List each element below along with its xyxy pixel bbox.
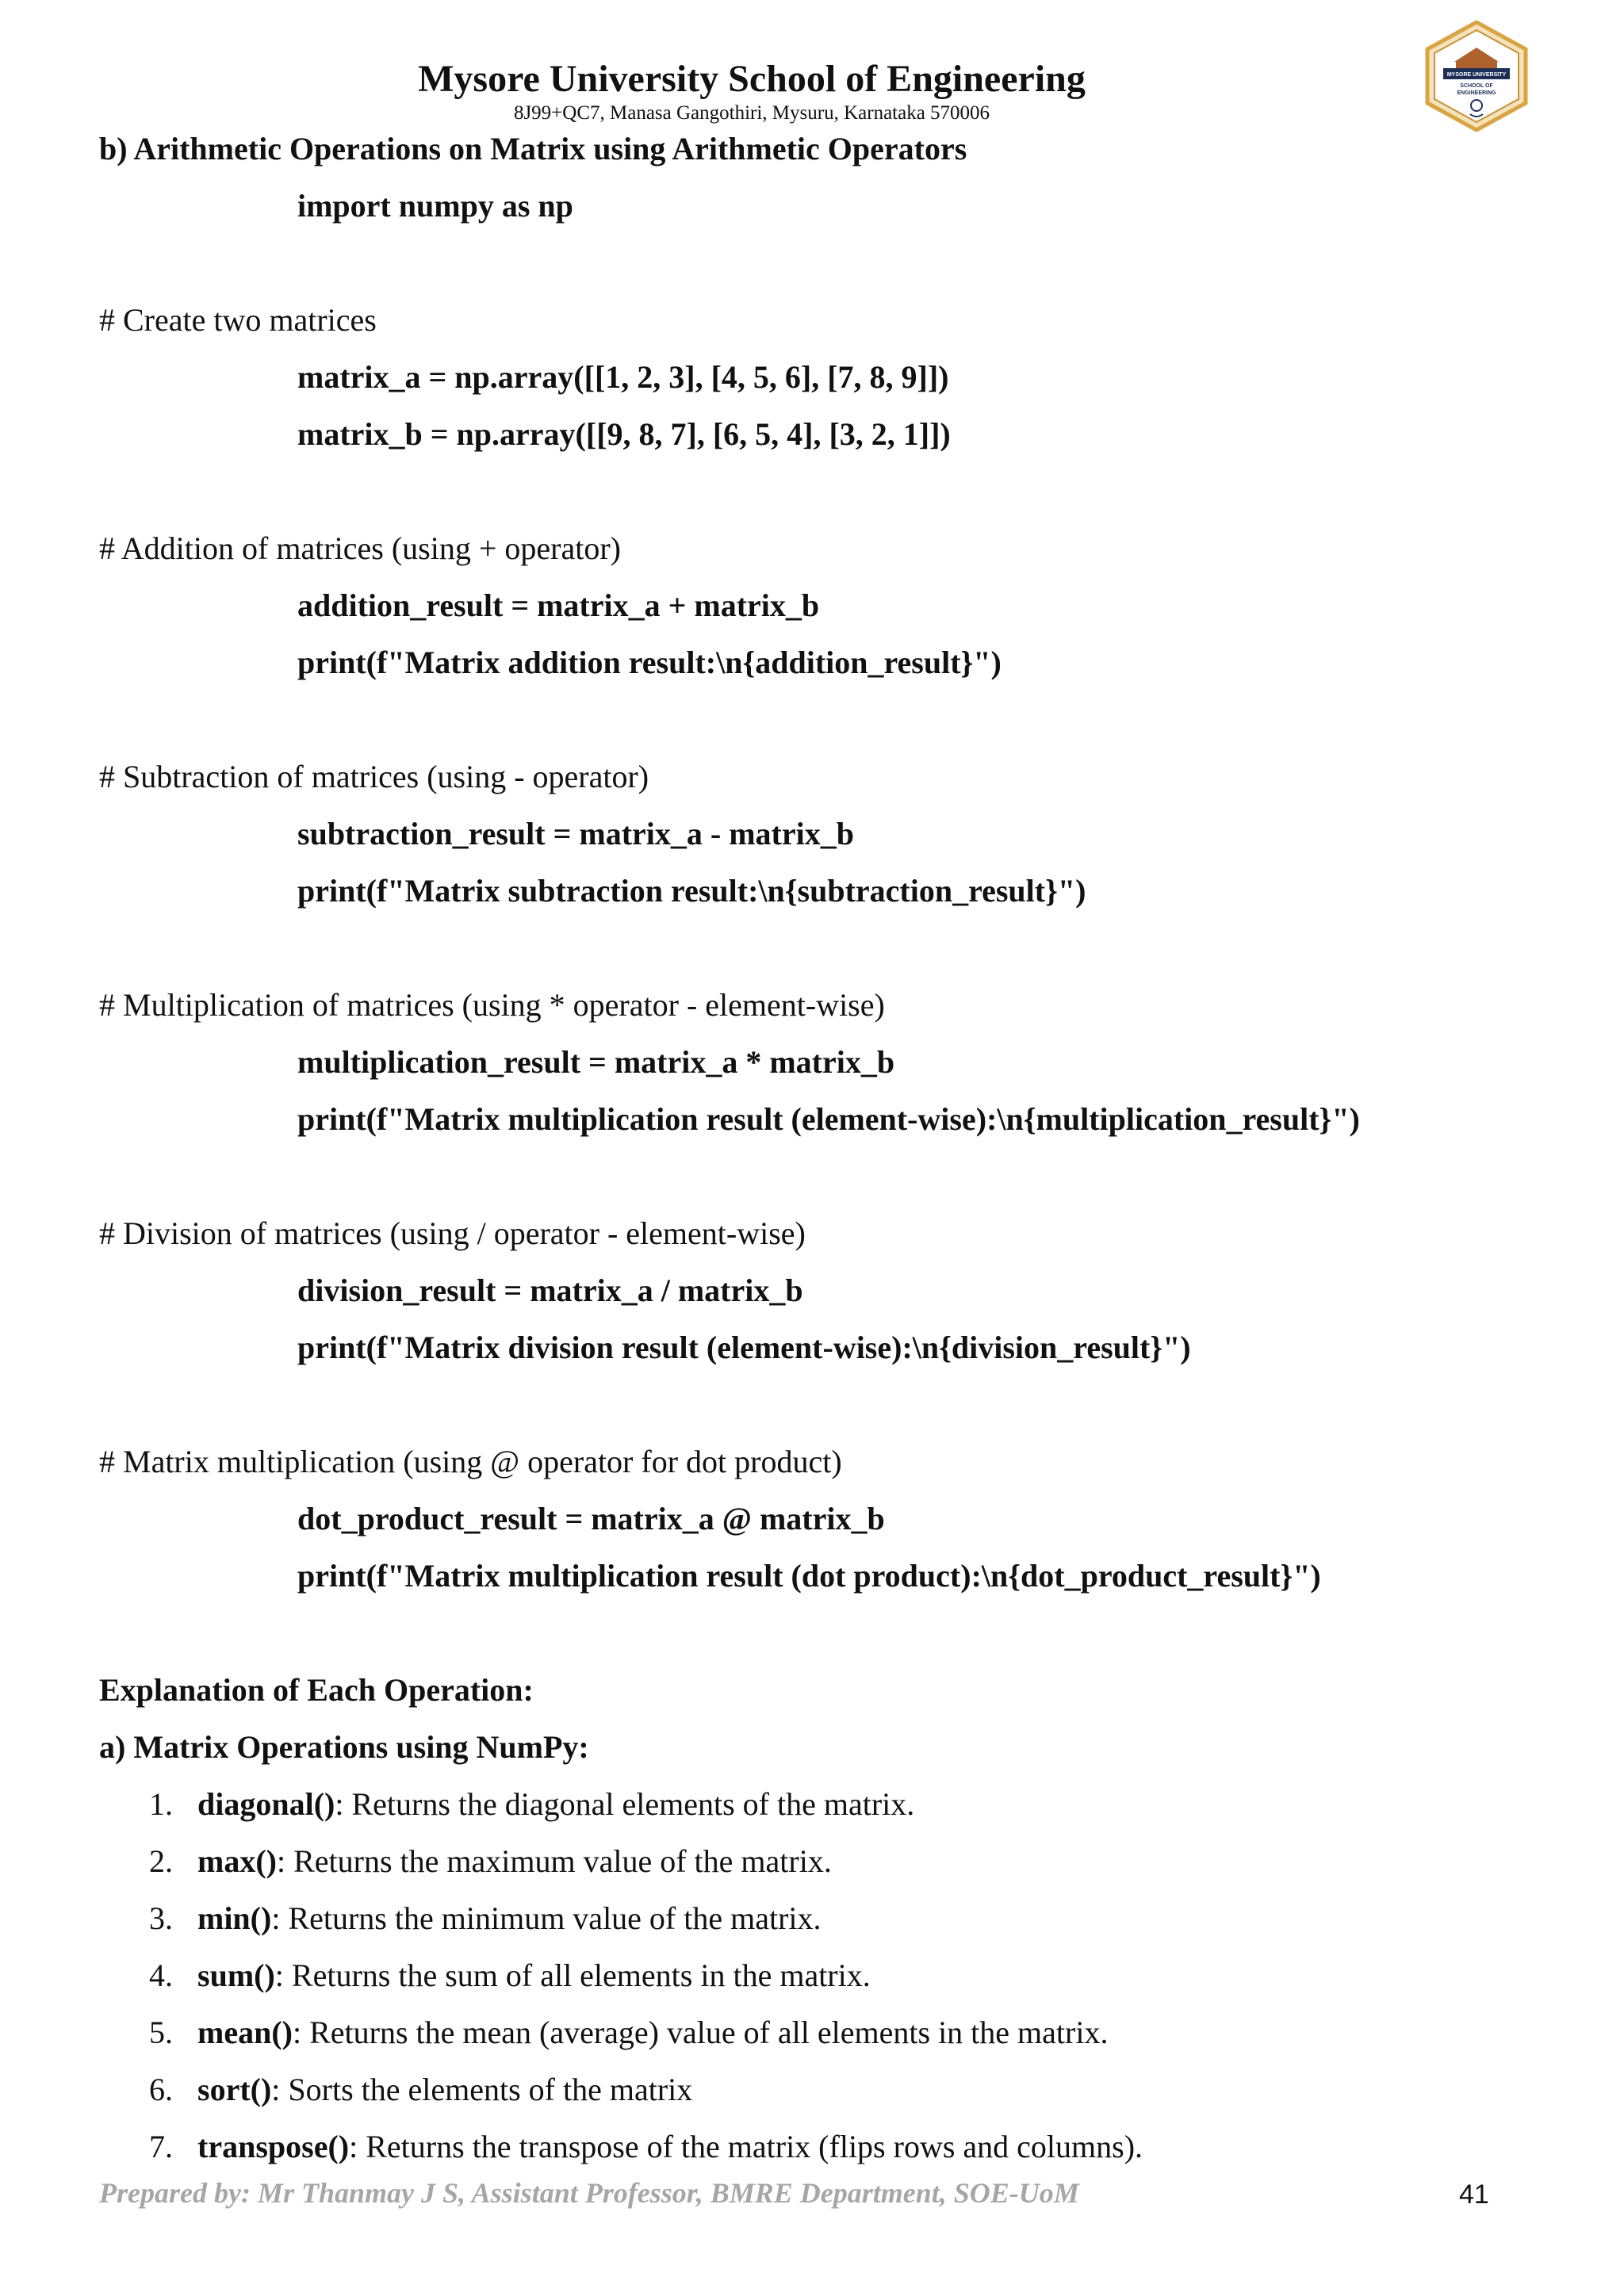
list-item-number: 6. <box>149 2072 173 2107</box>
header-title: Mysore University School of Engineering <box>418 58 1086 100</box>
page-number: 41 <box>1459 2179 1489 2210</box>
code-line-dot-product-print: print(f"Matrix multiplication result (dot product):\n{dot_product_result}") <box>297 1558 1321 1594</box>
code-line-multiplication-print: print(f"Matrix multiplication result (element-wise):\n{multiplication_result}") <box>297 1101 1360 1137</box>
code-comment-create: # Create two matrices <box>99 302 377 338</box>
code-comment-subtraction: # Subtraction of matrices (using - operator) <box>99 759 649 794</box>
list-item-desc: : Returns the maximum value of the matrix. <box>276 1843 832 1879</box>
code-comment-multiplication: # Multiplication of matrices (using * operator - element-wise) <box>99 987 885 1023</box>
code-comment-dot-product: # Matrix multiplication (using @ operator for dot product) <box>99 1444 842 1479</box>
code-line-matrix-b: matrix_b = np.array([[9, 8, 7], [6, 5, 4], [3, 2, 1]]) <box>297 416 951 452</box>
list-item-term: sum() <box>197 1957 275 1993</box>
university-seal-icon <box>1424 21 1529 132</box>
list-item-desc: : Returns the sum of all elements in the matrix. <box>274 1957 871 1993</box>
code-line-matrix-a: matrix_a = np.array([[1, 2, 3], [4, 5, 6], [7, 8, 9]]) <box>297 359 949 395</box>
logo-line3: ENGINEERING <box>1457 90 1496 96</box>
list-item-term: sort() <box>197 2072 272 2107</box>
code-line-dot-product: dot_product_result = matrix_a @ matrix_b <box>297 1501 885 1536</box>
list-item-desc: : Sorts the elements of the matrix <box>271 2072 693 2107</box>
code-line-division-print: print(f"Matrix division result (element-wise):\n{division_result}") <box>297 1330 1191 1365</box>
list-item-term: mean() <box>197 2015 293 2050</box>
code-line-subtraction-print: print(f"Matrix subtraction result:\n{subtraction_result}") <box>297 873 1086 909</box>
explanation-subheading: a) Matrix Operations using NumPy: <box>99 1729 589 1765</box>
logo-line1: MYSORE UNIVERSITY <box>1446 72 1507 78</box>
list-item-desc: : Returns the mean (average) value of all elements in the matrix. <box>292 2015 1109 2050</box>
list-item-number: 1. <box>149 1786 173 1822</box>
footer-prepared-by: Prepared by: Mr Thanmay J S, Assistant Professor, BMRE Department, SOE-UoM <box>99 2177 1079 2209</box>
section-title: b) Arithmetic Operations on Matrix using Arithmetic Operators <box>99 131 967 166</box>
list-item-term: min() <box>197 1900 272 1936</box>
list-item-number: 5. <box>149 2015 173 2050</box>
list-item-number: 3. <box>149 1900 173 1936</box>
code-line-import: import numpy as np <box>297 188 573 224</box>
list-item-term: transpose() <box>197 2129 350 2164</box>
list-item-number: 7. <box>149 2129 173 2164</box>
list-item-number: 2. <box>149 1843 173 1879</box>
list-item-desc: : Returns the transpose of the matrix (flips rows and columns). <box>349 2129 1143 2164</box>
header-address: 8J99+QC7, Manasa Gangothiri, Mysuru, Karnataka 570006 <box>513 102 990 124</box>
list-item-term: max() <box>197 1843 277 1879</box>
code-line-subtraction: subtraction_result = matrix_a - matrix_b <box>297 816 854 851</box>
list-item-term: diagonal() <box>197 1786 335 1822</box>
list-item-desc: : Returns the minimum value of the matrix. <box>271 1900 822 1936</box>
explanation-heading: Explanation of Each Operation: <box>99 1672 534 1708</box>
logo-line2: SCHOOL OF <box>1460 83 1493 89</box>
code-line-multiplication: multiplication_result = matrix_a * matrix_b <box>297 1044 895 1080</box>
code-comment-addition: # Addition of matrices (using + operator) <box>99 530 621 566</box>
list-item-number: 4. <box>149 1957 173 1993</box>
code-line-division: division_result = matrix_a / matrix_b <box>297 1272 803 1308</box>
list-item-desc: : Returns the diagonal elements of the matrix. <box>335 1786 915 1822</box>
code-line-addition-print: print(f"Matrix addition result:\n{addition_result}") <box>297 645 1002 680</box>
code-comment-division: # Division of matrices (using / operator - element-wise) <box>99 1215 806 1251</box>
code-line-addition: addition_result = matrix_a + matrix_b <box>297 587 820 623</box>
